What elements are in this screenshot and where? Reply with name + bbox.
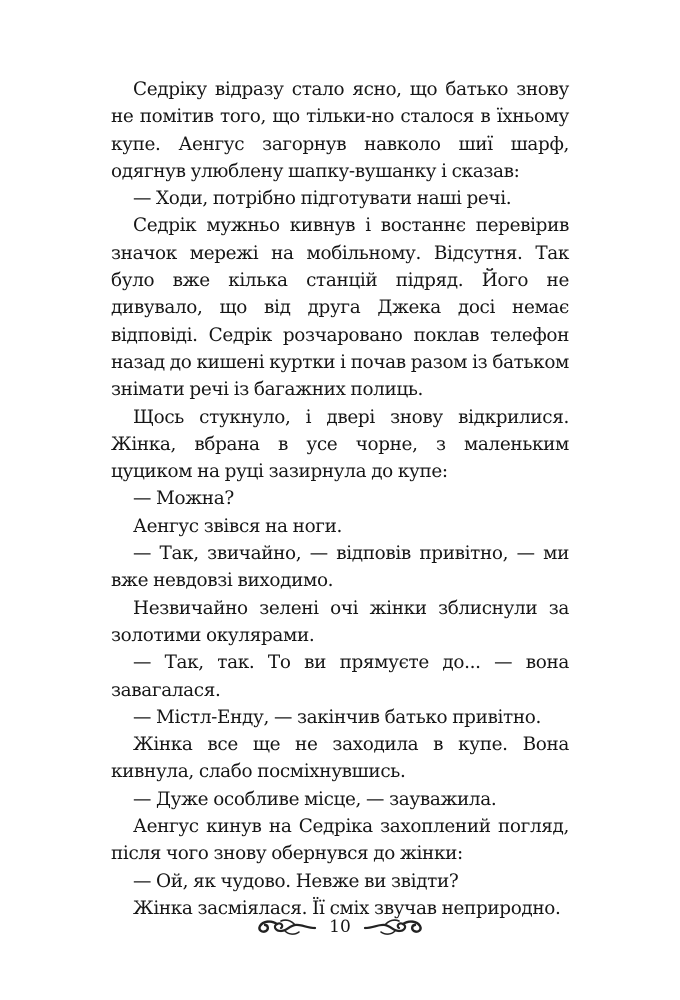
paragraph-11: Жінка все ще не заходила в купе. Вона кивнула, слабо посміхнувшись. — [111, 734, 569, 783]
paragraph-5: — Можна? — [133, 488, 234, 510]
paragraph-9: — Так, так. То ви прямуєте до... — вона завагалася. — [111, 652, 569, 701]
body-text — [111, 76, 569, 922]
paragraph-3: Седрік мужньо кивнув і востаннє перевірив значок мережі на мобільному. Відсутня. Так було вже кілька станцій підряд. Його не дивувало, що від друга Джека досі немає відповіді. Седрік розчаровано поклав телефон назад до кишені куртки і почав разом із батьком знімати речі із багажних полиць. — [111, 215, 569, 401]
paragraph-8: Незвичайно зелені очі жінки зблиснули за золотими окулярами. — [111, 597, 569, 646]
paragraph-12: — Дуже особливе місце, — зауважила. — [133, 788, 497, 810]
page-number: 10 — [329, 917, 351, 937]
flourish-left-icon — [255, 916, 319, 938]
paragraph-1: Седріку відразу стало ясно, що батько знову не помітив того, що тільки-но сталося в їхньому купе. Аенгус загорнув навколо шиї шарф, одягнув улюблену шапку-вушанку і сказав: — [111, 79, 569, 182]
paragraph-7: — Так, звичайно, — відповів привітно, — ми вже невдовзі виходимо. — [111, 543, 569, 592]
page-footer — [0, 912, 680, 942]
paragraph-10: — Містл-Енду, — закінчив батько привітно. — [133, 706, 541, 728]
paragraph-2: — Ходи, потрібно підготувати наші речі. — [133, 188, 512, 210]
paragraph-6: Аенгус звівся на ноги. — [133, 515, 342, 537]
paragraph-4: Щось стукнуло, і двері знову відкрилися. Жінка, вбрана в усе чорне, з маленьким цуциком на руці зазирнула до купе: — [111, 406, 569, 483]
paragraph-15: Жінка засміялася. Її сміх звучав неприродно. — [133, 897, 561, 919]
paragraph-13: Аенгус кинув на Седріка захоплений погляд, після чого знову обернувся до жінки: — [111, 816, 569, 865]
paragraph-14: — Ой, як чудово. Невже ви звідти? — [133, 870, 459, 892]
flourish-right-icon — [361, 916, 425, 938]
